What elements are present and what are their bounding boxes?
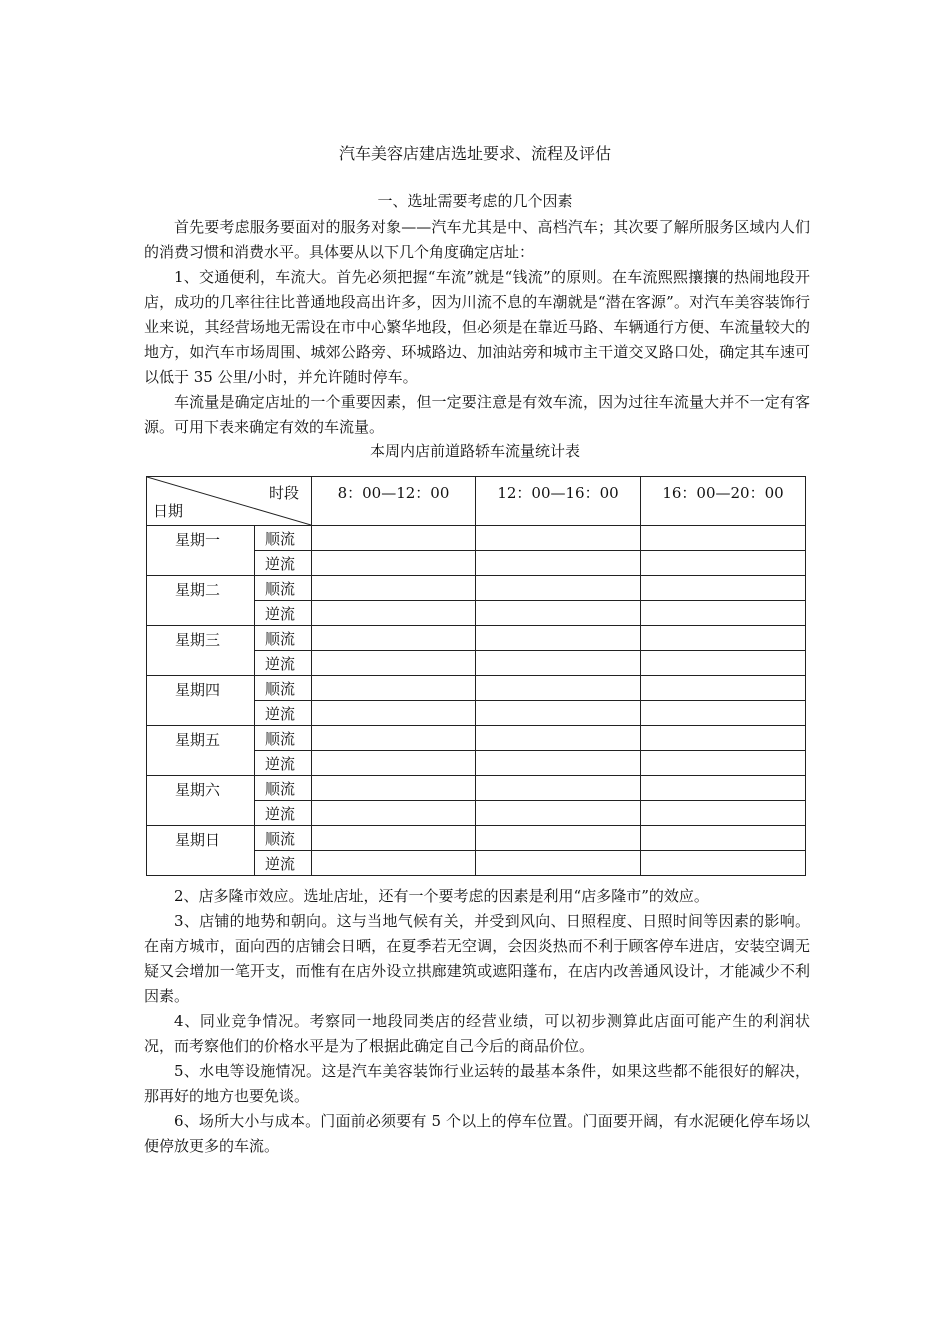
traffic-count-cell	[641, 576, 806, 601]
traffic-count-cell	[476, 801, 641, 826]
direction-label-cell: 逆流	[255, 601, 312, 626]
paragraph: 首先要考虑服务要面对的服务对象——汽车尤其是中、高档汽车；其次要了解所服务区域内人们的消费习惯和消费水平。具体要从以下几个角度确定店址：	[144, 218, 810, 261]
corner-time-label: 时段	[268, 484, 299, 502]
traffic-count-cell	[641, 526, 806, 551]
table-row	[147, 576, 806, 601]
traffic-count-cell	[641, 851, 806, 876]
direction-label-cell: 逆流	[255, 751, 312, 776]
direction-label-cell: 顺流	[255, 826, 312, 851]
direction-label-cell: 逆流	[255, 651, 312, 676]
traffic-count-cell	[641, 726, 806, 751]
traffic-count-cell	[476, 751, 641, 776]
direction-label-cell: 逆流	[255, 551, 312, 576]
traffic-count-cell	[312, 576, 476, 601]
traffic-count-cell	[312, 776, 476, 801]
table-row	[147, 726, 806, 751]
day-label-cell: 星期六	[147, 776, 255, 826]
table-row	[147, 826, 806, 851]
traffic-count-cell	[641, 626, 806, 651]
traffic-count-cell	[641, 701, 806, 726]
paragraph: 3、店铺的地势和朝向。这与当地气候有关，并受到风向、日照程度、日照时间等因素的影响。在南方城市，面向西的店铺会日晒，在夏季若无空调，会因炎热而不利于顾客停车进店，安装空调无疑又会增加一笔开支，而惟有在店外设立拱廊建筑或遮阳蓬布，在店内改善通风设计，才能减少不利因素。	[144, 912, 810, 1005]
direction-label-cell: 逆流	[255, 801, 312, 826]
traffic-count-cell	[312, 701, 476, 726]
traffic-count-cell	[476, 701, 641, 726]
day-label-cell: 星期日	[147, 826, 255, 876]
traffic-count-cell	[641, 651, 806, 676]
traffic-count-cell	[476, 776, 641, 801]
direction-label-cell: 顺流	[255, 676, 312, 701]
direction-label-cell: 顺流	[255, 776, 312, 801]
paragraph: 5、水电等设施情况。这是汽车美容装饰行业运转的最基本条件，如果这些都不能很好的解决，那再好的地方也要免谈。	[144, 1062, 810, 1105]
time-slot-header: 8：00—12：00	[312, 477, 476, 526]
traffic-count-cell	[476, 526, 641, 551]
table-row	[147, 776, 806, 801]
traffic-count-cell	[476, 626, 641, 651]
time-slot-header: 12：00—16：00	[476, 477, 641, 526]
traffic-count-cell	[312, 801, 476, 826]
traffic-count-cell	[476, 726, 641, 751]
traffic-count-cell	[312, 676, 476, 701]
traffic-count-cell	[641, 801, 806, 826]
traffic-count-cell	[312, 751, 476, 776]
time-slot-header: 16：00—20：00	[641, 477, 806, 526]
traffic-count-cell	[476, 576, 641, 601]
traffic-count-cell	[641, 776, 806, 801]
direction-label-cell: 逆流	[255, 701, 312, 726]
direction-label-cell: 逆流	[255, 851, 312, 876]
traffic-count-cell	[641, 601, 806, 626]
document-title: 汽车美容店建店选址要求、流程及评估	[338, 144, 611, 163]
traffic-count-cell	[476, 826, 641, 851]
day-label-cell: 星期三	[147, 626, 255, 676]
table-row	[147, 676, 806, 701]
paragraph: 6、场所大小与成本。门面前必须要有 5 个以上的停车位置。门面要开阔，有水泥硬化停车场以便停放更多的车流。	[144, 1112, 810, 1155]
traffic-count-cell	[641, 551, 806, 576]
traffic-count-cell	[641, 751, 806, 776]
paragraph: 2、店多隆市效应。选址店址，还有一个要考虑的因素是利用“店多隆市”的效应。	[174, 887, 709, 905]
direction-label-cell: 顺流	[255, 726, 312, 751]
table-corner-cell	[147, 477, 312, 526]
traffic-count-cell	[312, 601, 476, 626]
traffic-count-cell	[312, 826, 476, 851]
traffic-count-cell	[312, 551, 476, 576]
traffic-count-cell	[476, 851, 641, 876]
day-label-cell: 星期四	[147, 676, 255, 726]
direction-label-cell: 顺流	[255, 526, 312, 551]
corner-date-label: 日期	[153, 502, 184, 520]
table-caption: 本周内店前道路轿车流量统计表	[369, 442, 580, 460]
direction-label-cell: 顺流	[255, 576, 312, 601]
traffic-count-cell	[312, 626, 476, 651]
traffic-count-cell	[476, 551, 641, 576]
table-header-row	[147, 477, 806, 526]
table-row	[147, 526, 806, 551]
traffic-count-cell	[476, 601, 641, 626]
traffic-count-cell	[476, 676, 641, 701]
traffic-count-cell	[312, 526, 476, 551]
traffic-count-cell	[312, 851, 476, 876]
direction-label-cell: 顺流	[255, 626, 312, 651]
traffic-count-cell	[312, 651, 476, 676]
traffic-count-cell	[312, 726, 476, 751]
intro-text-block	[144, 215, 810, 440]
factors-text-block	[144, 884, 810, 1159]
paragraph: 车流量是确定店址的一个重要因素，但一定要注意是有效车流，因为过往车流量大并不一定有客源。可用下表来确定有效的车流量。	[144, 393, 810, 436]
day-label-cell: 星期五	[147, 726, 255, 776]
day-label-cell: 星期一	[147, 526, 255, 576]
traffic-count-cell	[641, 826, 806, 851]
traffic-count-cell	[476, 651, 641, 676]
paragraph: 4、同业竞争情况。考察同一地段同类店的经营业绩，可以初步测算此店面可能产生的利润状况，而考察他们的价格水平是为了根据此确定自己今后的商品价位。	[144, 1012, 810, 1055]
section-heading: 一、选址需要考虑的几个因素	[377, 192, 573, 210]
table-row	[147, 626, 806, 651]
day-label-cell: 星期二	[147, 576, 255, 626]
traffic-statistics-table	[146, 476, 806, 876]
traffic-count-cell	[641, 676, 806, 701]
paragraph: 1、交通便利，车流大。首先必须把握“车流”就是“钱流”的原则。在车流熙熙攘攘的热闹地段开店，成功的几率往往比普通地段高出许多，因为川流不息的车潮就是“潜在客源”。对汽车美容装饰行业来说，其经营场地无需设在市中心繁华地段，但必须是在靠近马路、车辆通行方便、车流量较大的地方，如汽车市场周围、城郊公路旁、环城路边、加油站旁和城市主干道交叉路口处，确定其车速可以低于 35 公里/小时，并允许随时停车。	[144, 268, 810, 386]
